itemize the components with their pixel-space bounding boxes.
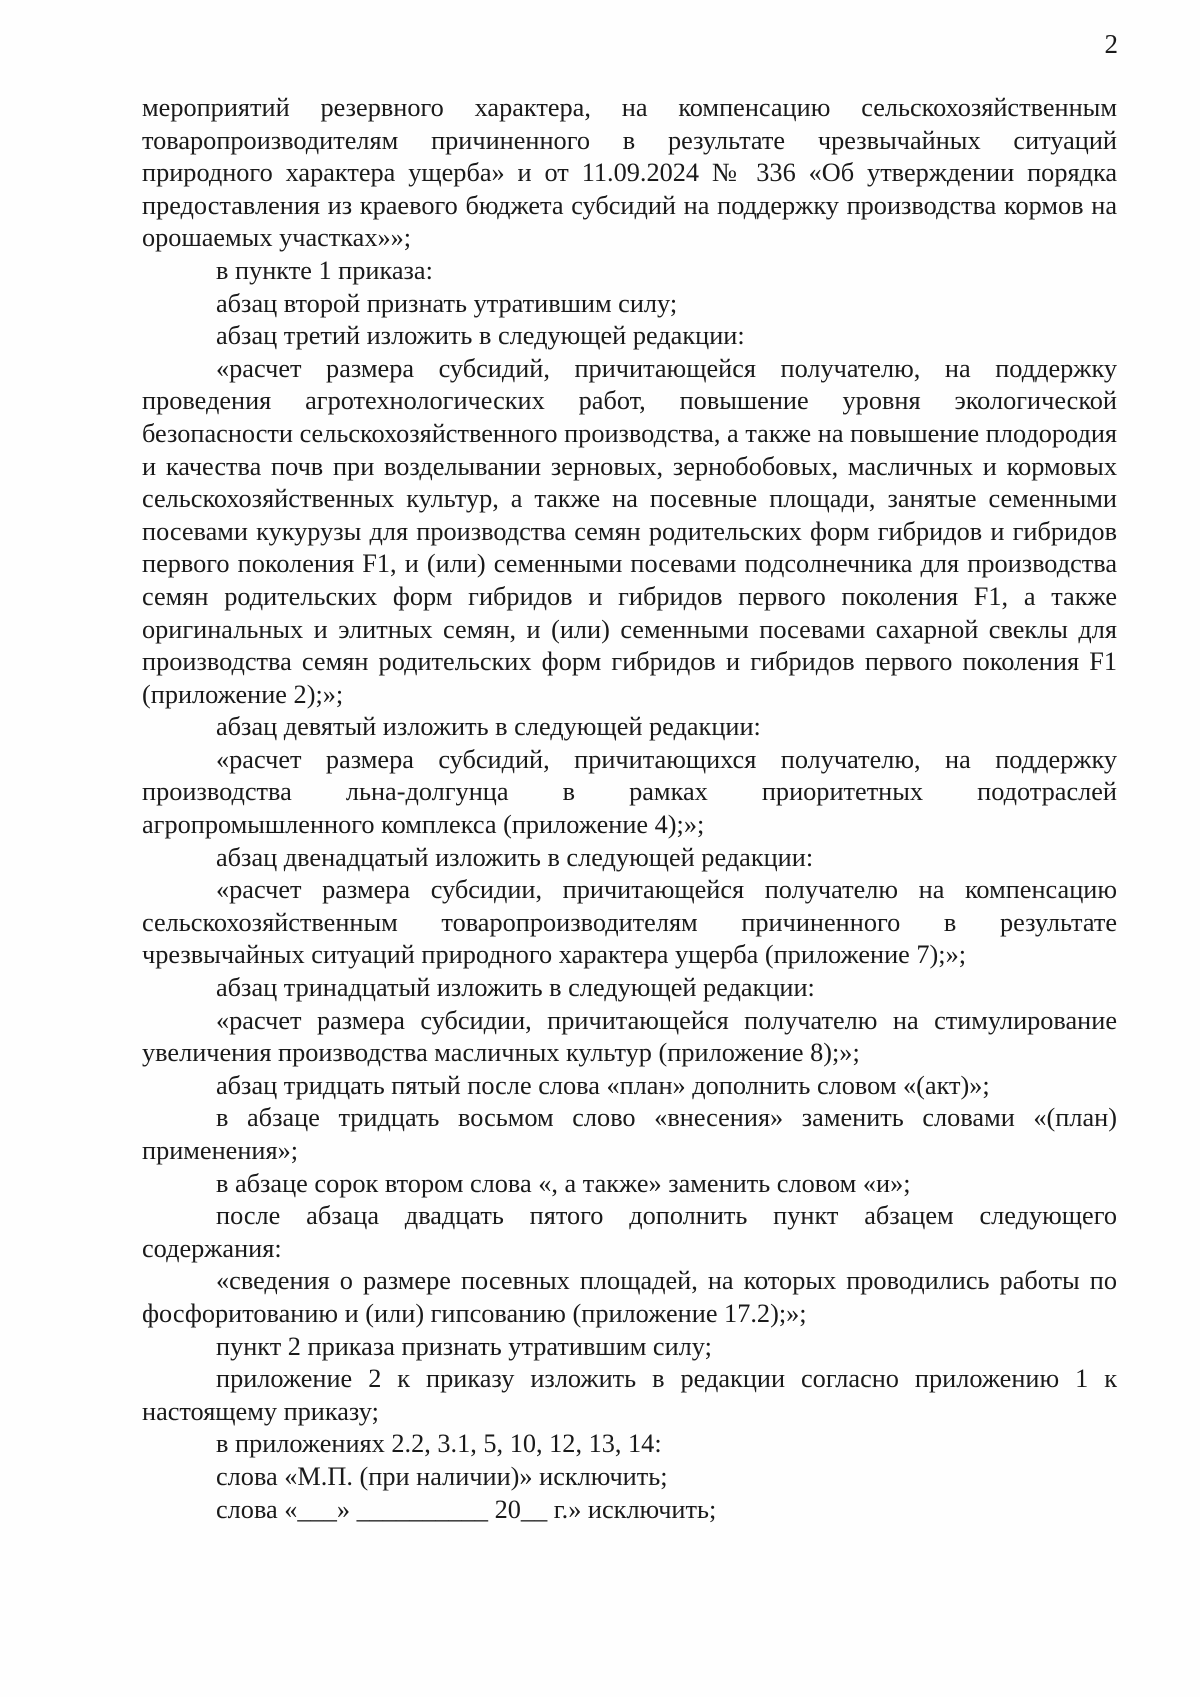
document-body bbox=[142, 92, 1117, 1526]
paragraph: абзац второй признать утратившим силу; bbox=[216, 288, 678, 318]
paragraph: в приложениях 2.2, 3.1, 5, 10, 12, 13, 14: bbox=[216, 1429, 662, 1459]
paragraph: абзац тридцать пятый после слова «план» дополнить словом «(акт)»; bbox=[216, 1070, 990, 1100]
paragraph: в абзаце сорок втором слова «, а также» заменить словом «и»; bbox=[216, 1168, 911, 1198]
paragraph: «расчет размера субсидий, причитающейся получателю, на поддержку проведения агротехнологических работ, повышение уровня экологической безопасности сельскохозяйственного производства, а также на повышение плодородия и качества почв при возделывании зерновых, зернобобовых, масличных и кормовых сельскохозяйственных культур, а также на посевные площади, занятые семенными посевами кукурузы для производства семян родительских форм гибридов и гибридов первого поколения F1, и (или) семенными посевами подсолнечника для производства семян родительских форм гибридов и гибридов первого поколения F1, а также оригинальных и элитных семян, и (или) семенными посевами сахарной свеклы для производства семян родительских форм гибридов и гибридов первого поколения F1 (приложение 2);»; bbox=[142, 353, 1117, 709]
paragraph: в абзаце тридцать восьмом слово «внесения» заменить словами «(план) применения»; bbox=[142, 1103, 1117, 1165]
paragraph: мероприятий резервного характера, на компенсацию сельскохозяйственным товаропроизводителям причиненного в результате чрезвычайных ситуаций природного характера ущерба» и от 11.09.2024 № 336 «Об утверждении порядка предоставления из краевого бюджета субсидий на поддержку производства кормов на орошаемых участках»»; bbox=[142, 93, 1117, 253]
paragraph: после абзаца двадцать пятого дополнить пункт абзацем следующего содержания: bbox=[142, 1201, 1117, 1263]
paragraph: приложение 2 к приказу изложить в редакции согласно приложению 1 к настоящему приказу; bbox=[142, 1364, 1117, 1426]
paragraph: абзац девятый изложить в следующей редакции: bbox=[216, 712, 761, 742]
paragraph: «сведения о размере посевных площадей, на которых проводились работы по фосфоритованию и (или) гипсованию (приложение 17.2);»; bbox=[142, 1266, 1117, 1328]
paragraph: «расчет размера субсидий, причитающихся получателю, на поддержку производства льна-долгунца в рамках приоритетных подотраслей агропромышленного комплекса (приложение 4);»; bbox=[142, 744, 1117, 840]
paragraph: слова «___» __________ 20__ г.» исключить; bbox=[216, 1494, 717, 1524]
paragraph: в пункте 1 приказа: bbox=[216, 255, 433, 285]
paragraph: абзац тринадцатый изложить в следующей редакции: bbox=[216, 973, 815, 1003]
paragraph: пункт 2 приказа признать утратившим силу; bbox=[216, 1331, 712, 1361]
paragraph: «расчет размера субсидии, причитающейся получателю на компенсацию сельскохозяйственным товаропроизводителям причиненного в результате чрезвычайных ситуаций природного характера ущерба (приложение 7);»; bbox=[142, 875, 1117, 970]
paragraph: слова «М.П. (при наличии)» исключить; bbox=[216, 1461, 668, 1491]
paragraph: абзац третий изложить в следующей редакции: bbox=[216, 321, 745, 351]
paragraph: абзац двенадцатый изложить в следующей редакции: bbox=[216, 842, 814, 872]
paragraph: «расчет размера субсидии, причитающейся получателю на стимулирование увеличения производства масличных культур (приложение 8);»; bbox=[142, 1005, 1117, 1068]
page-number: 2 bbox=[1104, 29, 1118, 59]
